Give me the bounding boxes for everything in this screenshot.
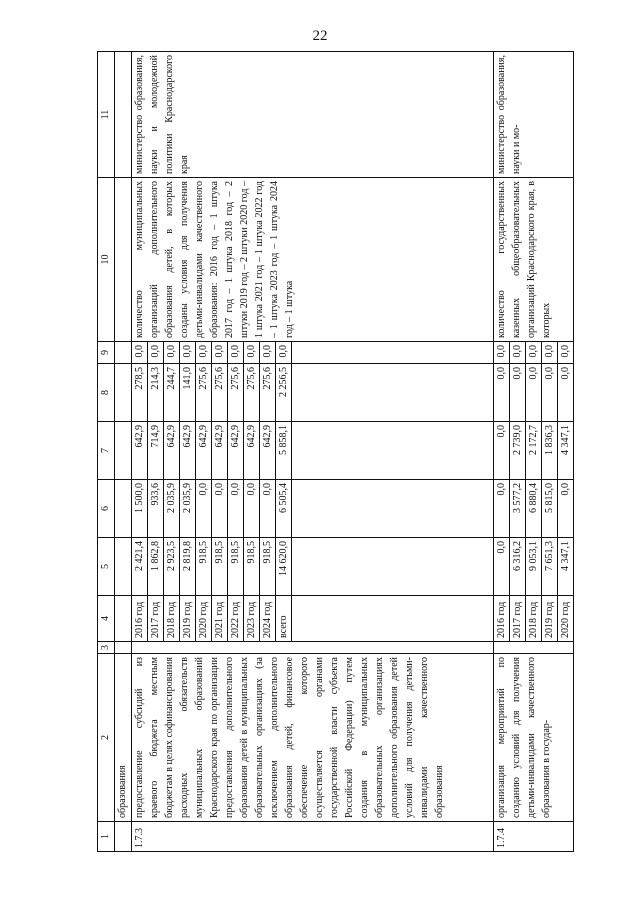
- year-cell: всего: [276, 596, 292, 642]
- year-cell: 2018 год: [164, 596, 180, 642]
- value-cell: 0,0: [494, 342, 510, 364]
- value-cell: 5 815,0: [542, 480, 558, 538]
- column-number: 9: [98, 342, 115, 364]
- item-number: 1.7.3: [132, 822, 494, 852]
- year-cell: 2017 год: [510, 596, 526, 642]
- year-cell: 2019 год: [180, 596, 196, 642]
- value-cell: 275,6: [212, 364, 228, 422]
- column-number: 1: [98, 822, 115, 852]
- value-cell: 0,0: [558, 342, 574, 364]
- value-cell: 275,6: [196, 364, 212, 422]
- value-cell: 6 880,4: [526, 480, 542, 538]
- page-number: 22: [312, 28, 328, 44]
- value-cell: 2 819,8: [180, 538, 196, 596]
- section-header: образования: [115, 654, 132, 822]
- value-cell: 0,0: [494, 364, 510, 422]
- value-cell: 0,0: [180, 342, 196, 364]
- value-cell: 7 651,3: [542, 538, 558, 596]
- value-cell: 14 620,0: [276, 538, 292, 596]
- year-cell: 2018 год: [526, 596, 542, 642]
- year-cell: 2019 год: [542, 596, 558, 642]
- value-cell: 275,6: [260, 364, 276, 422]
- value-cell: 0,0: [228, 342, 244, 364]
- value-cell: 2 256,5: [276, 364, 292, 422]
- rotated-table-area: [97, 52, 633, 852]
- table-row: [132, 52, 148, 852]
- value-cell: 0,0: [558, 480, 574, 538]
- column-number: 3: [98, 642, 115, 654]
- value-cell: 4 347,1: [558, 422, 574, 480]
- value-cell: 642,9: [244, 422, 260, 480]
- year-cell: 2016 год: [132, 596, 148, 642]
- year-cell: 2017 год: [148, 596, 164, 642]
- value-cell: 275,6: [228, 364, 244, 422]
- value-cell: 278,5: [132, 364, 148, 422]
- value-cell: 0,0: [494, 422, 510, 480]
- value-cell: 918,5: [212, 538, 228, 596]
- table-row: [494, 52, 510, 852]
- value-cell: 214,3: [148, 364, 164, 422]
- value-cell: 275,6: [244, 364, 260, 422]
- executor-cell: министерство образования, науки и мо-: [494, 52, 574, 178]
- year-cell: 2023 год: [244, 596, 260, 642]
- value-cell: 0,0: [228, 480, 244, 538]
- value-cell: 244,7: [164, 364, 180, 422]
- value-cell: 0,0: [542, 364, 558, 422]
- column-number-row: [98, 52, 115, 852]
- value-cell: 1 862,8: [148, 538, 164, 596]
- value-cell: 0,0: [164, 342, 180, 364]
- column-number: 11: [98, 52, 115, 178]
- value-cell: 0,0: [276, 342, 292, 364]
- value-cell: 0,0: [494, 538, 510, 596]
- value-cell: 2 421,4: [132, 538, 148, 596]
- value-cell: 0,0: [132, 342, 148, 364]
- value-cell: 2 035,9: [164, 480, 180, 538]
- value-cell: 0,0: [526, 364, 542, 422]
- value-cell: 2 739,0: [510, 422, 526, 480]
- value-cell: 6 316,2: [510, 538, 526, 596]
- year-cell: 2022 год: [228, 596, 244, 642]
- column-number: 5: [98, 538, 115, 596]
- value-cell: 0,0: [212, 480, 228, 538]
- value-cell: 3 577,2: [510, 480, 526, 538]
- value-cell: 714,9: [148, 422, 164, 480]
- value-cell: 642,9: [196, 422, 212, 480]
- value-cell: 918,5: [260, 538, 276, 596]
- section-header-row: [115, 52, 132, 852]
- value-cell: 0,0: [510, 342, 526, 364]
- column-number: 7: [98, 422, 115, 480]
- result-cell: количество муниципальных организаций дополнительного образования детей, в которых созданы условия для получения детьми-инвалидами качественного образования: 2016 год – 1 штука 2017 год – 1 штука 2018 год – 2 штуки 2019 год – 2 штуки 2020 год – 1 штука 2021 год – 1 штука 2022 год – 1 штука 2023 год – 1 штука 2024 год – 1 штука: [132, 178, 494, 342]
- item-number: 1.7.4: [494, 822, 574, 852]
- column-number: 4: [98, 596, 115, 642]
- column-number: 10: [98, 178, 115, 342]
- value-cell: 0,0: [212, 342, 228, 364]
- value-cell: 1 836,3: [542, 422, 558, 480]
- item-description: предоставление субсидий из краевого бюджета местным бюджетам в целях софинансирования расходных обязательств муниципальных образований Краснодарского края по организации предоставления дополнительного образования детей в муниципальных образовательных организациях (за исключением дополнительного образования детей, финансовое обеспечение которого осуществляется органами государственной власти субъекта Российской Федерации) путем создания в муниципальных образовательных организациях дополнительного образования детей условий для получения детьми-инвалидами качественного образования: [132, 654, 494, 822]
- value-cell: 0,0: [558, 364, 574, 422]
- value-cell: 0,0: [196, 480, 212, 538]
- value-cell: 642,9: [212, 422, 228, 480]
- year-cell: 2024 год: [260, 596, 276, 642]
- value-cell: 918,5: [228, 538, 244, 596]
- year-cell: 2020 год: [196, 596, 212, 642]
- executor-cell: министерство образования, науки и молодежной политики Краснодарского края: [132, 52, 494, 178]
- value-cell: 642,9: [132, 422, 148, 480]
- value-cell: 2 172,7: [526, 422, 542, 480]
- value-cell: 642,9: [180, 422, 196, 480]
- value-cell: 6 505,4: [276, 480, 292, 538]
- column-number: 2: [98, 654, 115, 822]
- value-cell: 0,0: [494, 480, 510, 538]
- value-cell: 0,0: [244, 342, 260, 364]
- value-cell: 0,0: [196, 342, 212, 364]
- value-cell: 642,9: [228, 422, 244, 480]
- value-cell: 0,0: [526, 342, 542, 364]
- value-cell: 918,5: [244, 538, 260, 596]
- item-description: организация мероприятий по созданию условий для получения детьми-инвалидами качественного образования в государ-: [494, 654, 574, 822]
- value-cell: 9 053,1: [526, 538, 542, 596]
- value-cell: 0,0: [148, 342, 164, 364]
- value-cell: 642,9: [260, 422, 276, 480]
- value-cell: 933,6: [148, 480, 164, 538]
- value-cell: 141,0: [180, 364, 196, 422]
- value-cell: 918,5: [196, 538, 212, 596]
- program-table: [97, 51, 574, 852]
- value-cell: 2 923,5: [164, 538, 180, 596]
- column-number: 6: [98, 480, 115, 538]
- year-cell: 2021 год: [212, 596, 228, 642]
- value-cell: 0,0: [260, 480, 276, 538]
- year-cell: 2016 год: [494, 596, 510, 642]
- value-cell: 4 347,1: [558, 538, 574, 596]
- value-cell: 2 035,9: [180, 480, 196, 538]
- value-cell: 0,0: [260, 342, 276, 364]
- year-cell: 2020 год: [558, 596, 574, 642]
- value-cell: 642,9: [164, 422, 180, 480]
- value-cell: 5 858,1: [276, 422, 292, 480]
- value-cell: 0,0: [510, 364, 526, 422]
- value-cell: 0,0: [542, 342, 558, 364]
- value-cell: 1 500,0: [132, 480, 148, 538]
- result-cell: количество государственных казенных общеобразовательных организаций Краснодарского края, в которых: [494, 178, 574, 342]
- value-cell: 0,0: [244, 480, 260, 538]
- column-number: 8: [98, 364, 115, 422]
